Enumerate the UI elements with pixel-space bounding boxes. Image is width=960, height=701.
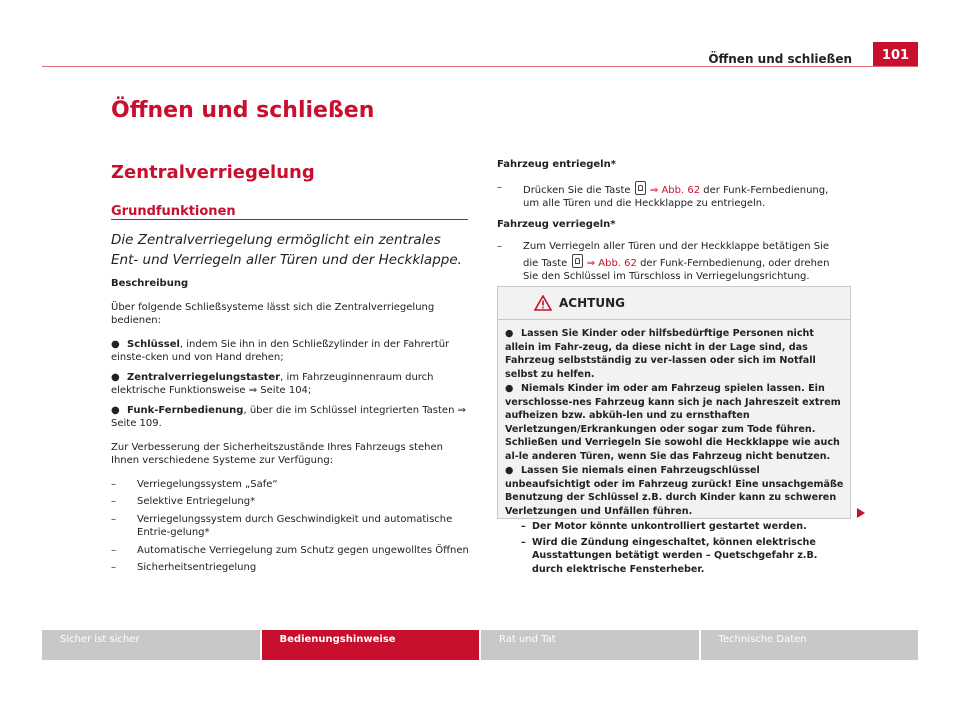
dash-marker: – bbox=[111, 544, 116, 556]
warning-header bbox=[498, 287, 850, 320]
bullet-icon: ● bbox=[505, 383, 514, 394]
dash-marker: – bbox=[111, 496, 116, 507]
footer-tab-rat-und-tat[interactable]: Rat und Tat bbox=[481, 630, 699, 660]
bullet-icon: ● bbox=[111, 404, 120, 416]
unlock-instruction: – Drücken Sie die Taste ⇒ Abb. 62 der Funk-Fernbedienung, um alle Türen und die Heckklappe zu entriegeln. bbox=[497, 181, 829, 209]
unlock-key-icon bbox=[635, 181, 646, 195]
warning-box bbox=[497, 286, 851, 575]
bullet-icon: ● bbox=[505, 465, 514, 476]
list-item: – Automatische Verriegelung zum Schutz gegen ungewolltes Öffnen bbox=[111, 544, 469, 556]
list-item: ● Zentralverriegelungstaster, im Fahrzeuginnenraum durch elektrische Funktionsweise ⇒ Seite 104; bbox=[111, 371, 434, 396]
warning-title: ACHTUNG bbox=[559, 296, 625, 310]
dash-marker: – bbox=[111, 513, 116, 525]
lock-instruction: – Zum Verriegeln aller Türen und der Heckklappe betätigen Sie die Taste ⇒ Abb. 62 der Funk-Fernbedienung, oder drehen Sie den Schlüssel im Türschloss in Verriegelungsrichtung. bbox=[497, 241, 830, 282]
dash-marker: – bbox=[497, 241, 502, 252]
footer-nav bbox=[42, 630, 918, 660]
warning-item: ● Niemals Kinder im oder am Fahrzeug spielen lassen. Ein verschlosse-nes Fahrzeug kann sich je nach Jahreszeit extrem aufheizen bzw. abküh-len und zu ernsthaften Verletzungen/Erkrankungen oder sogar zum Tode führen. Schließen und Verriegeln Sie sowohl die Heckklappe wie auch al-le anderen Türen, wenn Sie das Fahrzeug nicht benutzen. bbox=[505, 383, 841, 462]
bullet-icon: ● bbox=[111, 371, 120, 383]
warning-body bbox=[498, 320, 850, 576]
right-column bbox=[497, 158, 847, 284]
running-header-title: Öffnen und schließen bbox=[708, 52, 852, 66]
footer-tab-bedienungshinweise[interactable]: Bedienungshinweise bbox=[262, 630, 480, 660]
intro-paragraph: Über folgende Schließsysteme lässt sich die Zentralverriegelung bedienen: bbox=[111, 301, 435, 326]
continue-arrow-icon bbox=[857, 508, 865, 518]
warning-item: ● Lassen Sie Kinder oder hilfsbedürftige Personen nicht allein im Fahr-zeug, da diese nicht in der Lage sind, das Fahrzeug selbstständig zu ver-lassen oder sich im Notfall selbst zu helfen. bbox=[505, 328, 816, 380]
header-rule bbox=[42, 66, 918, 67]
page-number: 101 bbox=[873, 42, 918, 67]
lock-heading: Fahrzeug verriegeln* bbox=[497, 218, 616, 230]
left-column bbox=[111, 277, 469, 575]
subsection-title: Grundfunktionen bbox=[111, 204, 236, 219]
list-item: – Selektive Entriegelung* bbox=[111, 496, 256, 507]
footer-tab-technische-daten[interactable]: Technische Daten bbox=[701, 630, 919, 660]
dash-marker: – bbox=[111, 478, 116, 490]
list-item: – Verriegelungssystem durch Geschwindigkeit und automatische Entrie-gelung* bbox=[111, 513, 453, 538]
list-item: – Verriegelungssystem „Safe“ bbox=[111, 478, 278, 490]
section-title: Zentralverriegelung bbox=[111, 162, 315, 183]
list-item: ● Schlüssel, indem Sie ihn in den Schließzylinder in der Fahrertür einste-cken und von Hand drehen; bbox=[111, 338, 450, 363]
warning-item: ● Lassen Sie niemals einen Fahrzeugschlüssel unbeaufsichtigt oder im Fahrzeug zurück! Eine unsachgemäße Benutzung der Schlüssel z.B. durch Kinder kann zu schweren Verletzungen und Unfällen führen. bbox=[505, 465, 844, 517]
warning-subitem: – Wird die Zündung eingeschaltet, können elektrische Ausstattungen betätigt werden – Quetschgefahr z.B. durch elektrische Fensterheber. bbox=[521, 536, 818, 575]
lock-key-icon bbox=[572, 254, 583, 268]
bullet-icon: ● bbox=[505, 328, 514, 339]
figure-reference-link[interactable]: ⇒ Abb. 62 bbox=[649, 184, 701, 196]
lede-text: Die Zentralverriegelung ermöglicht ein zentrales Ent- und Verriegeln aller Türen und der Heckklappe. bbox=[111, 232, 462, 268]
chapter-title: Öffnen und schließen bbox=[111, 98, 375, 123]
warning-triangle-icon bbox=[534, 295, 552, 311]
description-heading: Beschreibung bbox=[111, 278, 189, 289]
dash-marker: – bbox=[521, 536, 526, 548]
dash-marker: – bbox=[497, 181, 502, 193]
subsection-rule bbox=[111, 219, 468, 220]
footer-tab-sicher-ist-sicher[interactable]: Sicher ist sicher bbox=[42, 630, 260, 660]
warning-subitem: – Der Motor könnte unkontrolliert gestartet werden. bbox=[521, 521, 807, 532]
bullet-icon: ● bbox=[111, 338, 120, 350]
figure-reference-link[interactable]: ⇒ Abb. 62 bbox=[586, 257, 637, 269]
systems-paragraph: Zur Verbesserung der Sicherheitszustände Ihres Fahrzeugs stehen Ihnen verschiedene Systeme zur Verfügung: bbox=[111, 441, 444, 466]
dash-marker: – bbox=[521, 521, 526, 532]
dash-marker: – bbox=[111, 562, 116, 573]
list-item: ● Funk-Fernbedienung, über die im Schlüssel integrierten Tasten ⇒ Seite 109. bbox=[111, 404, 466, 429]
list-item: – Sicherheitsentriegelung bbox=[111, 562, 257, 573]
unlock-heading: Fahrzeug entriegeln* bbox=[497, 159, 616, 170]
